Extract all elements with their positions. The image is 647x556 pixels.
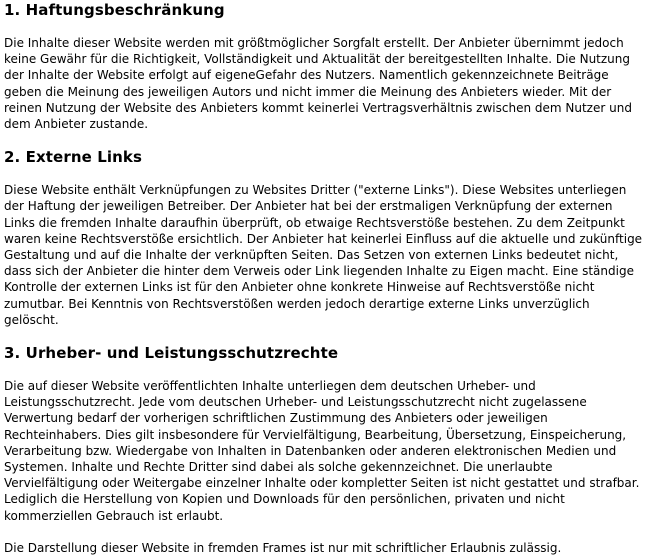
- section-paragraph: Die Inhalte dieser Website werden mit größtmöglicher Sorgfalt erstellt. Der Anbieter übernimmt jedoch keine Gewähr für die Richtigkeit, Vollständigkeit und Aktualität der bereitgestellten Inhalte. Die Nutzung der Inhalte der Website erfolgt auf eigeneGefahr des Nutzers. Namentlich gekennzeichnete Beiträge geben die Meinung des jeweiligen Autors und nicht immer die Meinung des Anbieters wieder. Mit der reinen Nutzung der Website des Anbieters kommt keinerlei Vertragsverhältnis zwischen dem Nutzer und dem Anbieter zustande.: [4, 36, 632, 132]
- section-paragraph: Die auf dieser Website veröffentlichten Inhalte unterliegen dem deutschen Urheber- und Leistungsschutzrecht. Jede vom deutschen Urheber- und Leistungsschutzrecht nicht zugelassene Verwertung bedarf der vorherigen schriftlichen Zustimmung des Anbieters oder jeweiligen Rechteinhabers. Dies gilt insbesondere für Vervielfältigung, Bearbeitung, Übersetzung, Einspeicherung, Verarbeitung bzw. Wiedergabe von Inhalten in Datenbanken oder anderen elektronischen Medien und Systemen. Inhalte und Rechte Dritter sind dabei als solche gekennzeichnet. Die unerlaubte Vervielfältigung oder Weitergabe einzelner Inhalte oder kompletter Seiten ist nicht gestattet und strafbar. Lediglich die Herstellung von Kopien und Downloads für den persönlichen, privaten und nicht kommerziellen Gebrauch ist erlaubt.: [4, 379, 640, 523]
- section-heading: 1. Haftungsbeschränkung: [4, 1, 225, 19]
- section-heading: 3. Urheber- und Leistungsschutzrechte: [4, 344, 339, 363]
- section-haftungsbeschraenkung: [4, 0, 643, 132]
- section-paragraph: Diese Website enthält Verknüpfungen zu Websites Dritter ("externe Links"). Diese Websites unterliegen der Haftung der jeweiligen Betreiber. Der Anbieter hat bei der erstmaligen Verknüpfung der externen Links die fremden Inhalte daraufhin überprüft, ob etwaige Rechtsverstöße bestehen. Zu dem Zeitpunkt waren keine Rechtsverstöße ersichtlich. Der Anbieter hat keinerlei Einfluss auf die aktuelle und zukünftige Gestaltung und auf die Inhalte der verknüpften Seiten. Das Setzen von externen Links bedeutet nicht, dass sich der Anbieter die hinter dem Verweis oder Link liegenden Inhalte zu Eigen macht. Eine ständige Kontrolle der externen Links ist für den Anbieter ohne konkrete Hinweise auf Rechtsverstöße nicht zumutbar. Bei Kenntnis von Rechtsverstößen werden jedoch derartige externe Links unverzüglich gelöscht.: [4, 183, 643, 327]
- section-paragraph: Die Darstellung dieser Website in fremden Frames ist nur mit schriftlicher Erlaubnis zulässig.: [4, 540, 562, 555]
- section-externe-links: [4, 148, 643, 328]
- section-heading: 2. Externe Links: [4, 148, 142, 167]
- section-urheberrechte: [4, 344, 643, 556]
